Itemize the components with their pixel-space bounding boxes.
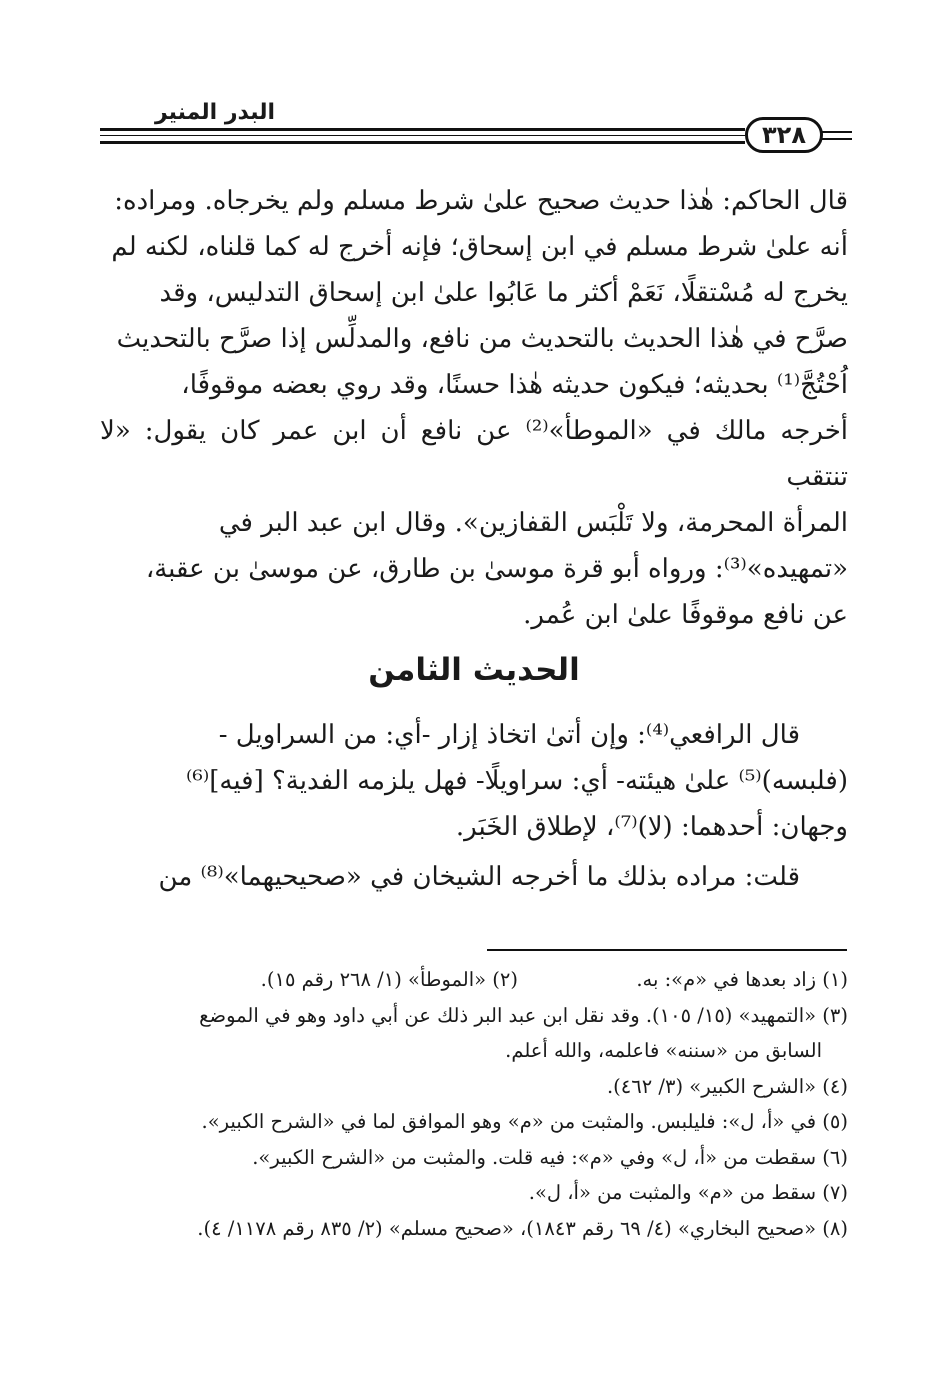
text-line: وجهان: أحدهما: (لا)⁽⁷⁾، لإطلاق الخَبَر. <box>455 812 848 842</box>
text-line: اُحْتُجَّ⁽¹⁾ بحديثه؛ فيكون حديثه هٰذا حسنًا، وقد روي بعضه موقوفًا، <box>181 370 848 400</box>
text-line: «تمهيده»⁽³⁾: ورواه أبو قرة موسىٰ بن طارق، عن موسىٰ بن عقبة، <box>145 554 848 584</box>
footnote-separator <box>487 949 847 951</box>
footnote: (٧) سقط من «م» والمثبت من «أ، ل». <box>528 1181 848 1204</box>
text-line: المرأة المحرمة، ولا تَلْبَس القفازين». وقال ابن عبد البر في <box>218 508 848 538</box>
text-line: قال الحاكم: هٰذا حديث صحيح علىٰ شرط مسلم ولم يخرجاه. ومراده: <box>114 186 848 216</box>
footnote: (٣) «التمهيد» (١٥/ ١٠٥). وقد نقل ابن عبد البر ذلك عن أبي داود وهو في الموضع <box>199 1003 848 1027</box>
header-rule <box>100 128 745 131</box>
header-rule <box>100 141 745 144</box>
footnotes <box>92 962 848 1246</box>
footnote: (٦) سقطت من «أ، ل» وفي «م»: فيه قلت. والمثبت من «الشرح الكبير». <box>252 1145 848 1169</box>
header-rule <box>100 135 745 136</box>
text-line: قال الرافعي⁽⁴⁾: وإن أتىٰ اتخاذ إزار -أي: من السراويل - <box>218 720 800 750</box>
footnote-row <box>92 962 848 998</box>
text-line: عن نافع موقوفًا علىٰ ابن عُمر. <box>523 600 848 630</box>
page-number: ٣٢٨ <box>745 117 823 153</box>
header-rule <box>822 131 852 133</box>
footnote: (٥) في «أ، ل»: فليلبس. والمثبت من «م» وهو الموافق لما في «الشرح الكبير». <box>201 1110 848 1133</box>
paragraph-2 <box>100 712 848 900</box>
footnote: (٤) «الشرح الكبير» (٣/ ٤٦٢). <box>606 1074 848 1098</box>
header-rule <box>822 138 852 140</box>
section-heading: الحديث الثامن <box>368 652 580 688</box>
footnote: (٨) «صحيح البخاري» (٤/ ٦٩ رقم ١٨٤٣)، «صحيح مسلم» (٢/ ٨٣٥ رقم ١١٧٨/ ٤). <box>197 1216 848 1240</box>
footnote-continuation: السابق من «سننه» فاعلمه، والله أعلم. <box>505 1039 822 1062</box>
text-line: (فلبسه)⁽⁵⁾ علىٰ هيئته- أي: سراويلًا- فهل يلزمه الفدية؟ [فيه]⁽⁶⁾ <box>186 766 848 796</box>
footnote: (١) زاد بعدها في «م»: به. <box>636 968 848 991</box>
text-line: أخرجه مالك في «الموطأ»⁽²⁾ عن نافع أن ابن عمر كان يقول: «لا تنتقب <box>100 416 848 492</box>
paragraph-1 <box>100 178 848 638</box>
running-title: البدر المنير <box>154 100 275 125</box>
text-line: صرَّح في هٰذا الحديث بالتحديث من نافع، والمدلِّس إذا صرَّح بالتحديث <box>116 324 848 354</box>
text-line: قلت: مراده بذلك ما أخرجه الشيخان في «صحيحيهما»⁽⁸⁾ من <box>158 862 800 892</box>
footnote: (٢) «الموطأ» (١/ ٢٦٨ رقم ١٥). <box>260 968 518 991</box>
text-line: أنه علىٰ شرط مسلم في ابن إسحاق؛ فإنه أخرج له كما قلناه، لكنه لم <box>111 232 848 262</box>
text-line: يخرج له مُسْتقلًا، نَعَمْ أكثر ما عَابُوا علىٰ ابن إسحاق التدليس، وقد <box>159 278 848 308</box>
